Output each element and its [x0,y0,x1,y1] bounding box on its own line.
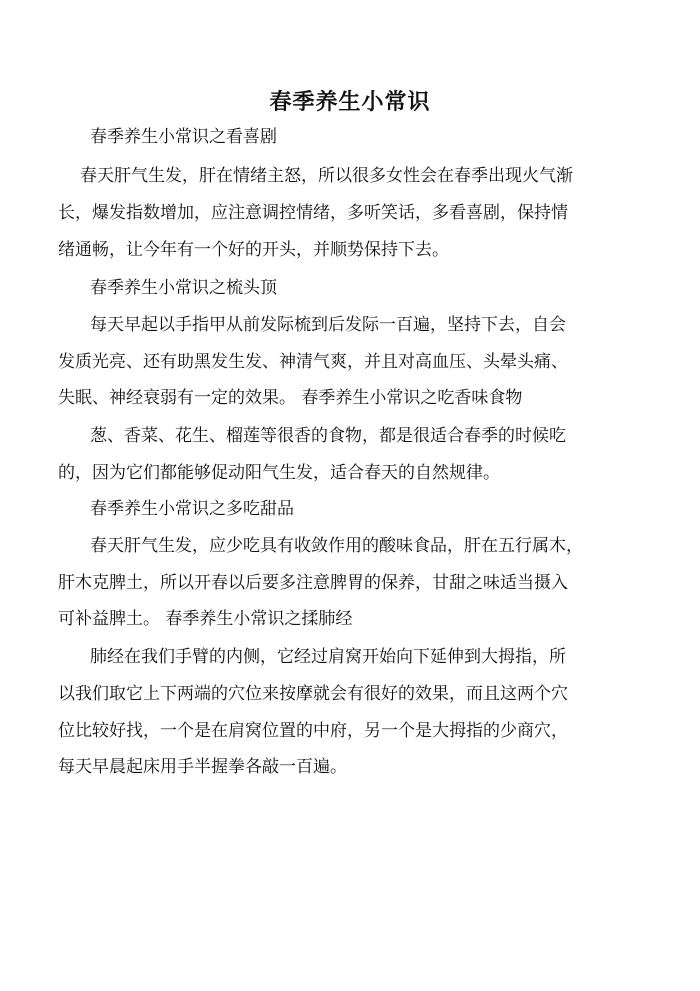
paragraph-line: 葱、香菜、花生、榴莲等很香的食物，都是很适合春季的时候吃 [90,426,566,446]
paragraph-line: 春天肝气生发，应少吃具有收敛作用的酸味食品，肝在五行属木， [90,536,583,556]
paragraph-line: 绪通畅，让今年有一个好的开头，并顺势保持下去。 [58,240,449,260]
paragraph-line: 位比较好找，一个是在肩窝位置的中府，另一个是大拇指的少商穴， [58,721,568,741]
paragraph-line: 的，因为它们都能够促动阳气生发，适合春天的自然规律。 [58,463,500,483]
section-heading: 春季养生小常识之多吃甜品 [90,499,294,519]
paragraph-line: 春天肝气生发，肝在情绪主怒，所以很多女性会在春季出现火气渐 [80,166,573,186]
paragraph-line: 可补益脾土。 春季养生小常识之揉肺经 [58,609,353,629]
paragraph-line: 每天早起以手指甲从前发际梳到后发际一百遍，坚持下去，自会 [90,315,566,335]
section-heading: 春季养生小常识之梳头顶 [90,278,277,298]
paragraph-line: 以我们取它上下两端的穴位来按摩就会有很好的效果，而且这两个穴 [58,684,568,704]
paragraph-line: 长，爆发指数增加，应注意调控情绪，多听笑话，多看喜剧，保持情 [58,203,568,223]
paragraph-line: 每天早晨起床用手半握拳各敲一百遍。 [58,757,347,777]
section-heading: 春季养生小常识之看喜剧 [90,127,277,147]
paragraph-line: 肺经在我们手臂的内侧，它经过肩窝开始向下延伸到大拇指，所 [90,647,566,667]
paragraph-line: 失眠、神经衰弱有一定的效果。 春季养生小常识之吃香味食物 [58,388,523,408]
paragraph-line: 肝木克脾土，所以开春以后要多注意脾胃的保养，甘甜之味适当摄入 [58,573,568,593]
paragraph-line: 发质光亮、还有助黑发生发、神清气爽，并且对高血压、头晕头痛、 [58,352,568,372]
page-title: 春季养生小常识 [269,90,431,115]
